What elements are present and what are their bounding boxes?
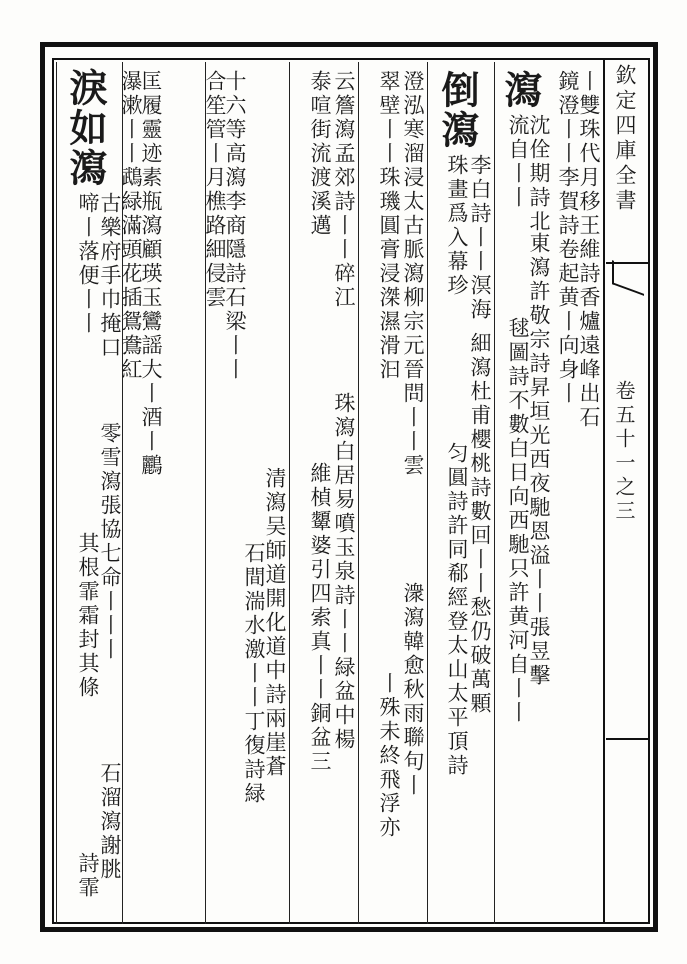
margin-divider	[606, 738, 648, 740]
text-line: 石間湍水激丨丨丁復詩緑	[242, 542, 266, 806]
text-line: 零雪瀉張協七命丨丨丨	[98, 422, 122, 662]
text-line: 鏡澄丨丨李賀詩卷起黄丨向身丨	[556, 70, 580, 406]
fish-tail-ornament	[606, 262, 648, 264]
text-line: 匀圓詩許同郗經登太山太平頂詩	[445, 442, 469, 778]
text-column	[553, 62, 603, 924]
text-line: 丨殊未終飛浮亦	[377, 672, 401, 840]
text-line: 清瀉吴師道開化道中詩兩崖蒼	[263, 467, 287, 779]
text-line: 合笙管丨月樵路細侵雲	[203, 70, 227, 310]
entry-heading: 倒瀉	[435, 70, 480, 150]
book-title: 欽定四庫全書	[613, 64, 637, 214]
text-line: 石溜瀉謝朓	[98, 762, 122, 882]
text-line: 詩霏	[76, 852, 100, 900]
text-line: 維楨顰婆引四索真丨丨銅盆三	[308, 462, 332, 774]
text-line: 毬圖詩不數白日向西馳只許黄河自丨丨	[506, 317, 530, 725]
text-line: 古樂府手巾掩口	[98, 192, 122, 360]
volume-label: 卷五十一之三	[612, 380, 636, 524]
text-line: 東瀉許敬宗詩昇垣光西夜馳恩溢丨丨張昱擊	[527, 232, 551, 688]
text-line: 珠畫爲入幕珍	[445, 154, 469, 298]
text-column	[119, 62, 205, 924]
text-line: 沈佺期詩北	[527, 114, 551, 234]
text-line: 翠壁丨丨珠璣圓膏浸滐濕滑汩	[377, 70, 401, 382]
entry-heading: 瀉	[498, 70, 543, 110]
text-line: 啼丨落便丨丨	[76, 192, 100, 336]
text-line: 珠瀉白居易噴玉泉詩丨丨緑盆中楊	[332, 392, 356, 752]
entry-heading: 淚如瀉	[63, 68, 108, 188]
text-line: 匡履靈迹素瓶瀉顧瑛玉鸞謡大丨酒丨鸝	[139, 70, 163, 478]
text-line: 流自丨丨	[506, 114, 530, 210]
text-column	[358, 62, 427, 924]
text-line: 十六等高瀉李商隱詩石梁丨丨	[223, 70, 247, 382]
text-line: 泰喧街流渡溪邁	[308, 70, 332, 238]
text-column	[205, 62, 289, 924]
text-column	[289, 62, 358, 924]
text-line: 潨瀉韓愈秋雨聯句丨	[401, 582, 425, 798]
text-column	[427, 62, 494, 924]
text-line: 瀑漱丨丨鵡緑滿頭花插鴛鴦紅	[119, 70, 143, 382]
text-line: 李白詩丨丨溟海	[468, 154, 492, 322]
text-line: 澄泓寒溜浸太古脈瀉柳宗元晉問丨丨雲	[401, 70, 425, 478]
text-line: 丨雙珠代月移王維詩香爐遠峰出石	[577, 70, 601, 430]
text-line: 云簷瀉孟郊詩丨丨碎江	[332, 70, 356, 310]
text-column	[494, 62, 553, 924]
text-column	[56, 62, 122, 924]
text-line: 細瀉杜甫櫻桃詩數回丨丨愁仍破萬顆	[468, 332, 492, 716]
text-line: 其根霏霜封其條	[76, 532, 100, 700]
